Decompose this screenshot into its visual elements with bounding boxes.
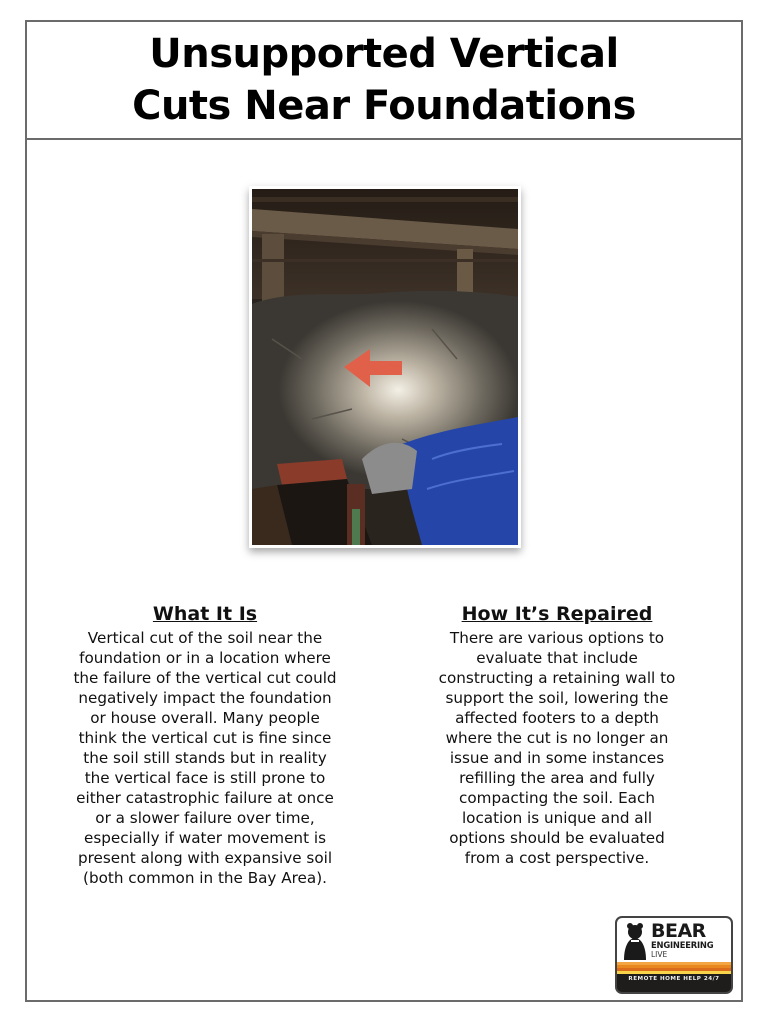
text-line: (both common in the Bay Area). [83, 869, 327, 887]
text-line: or a slower failure over time, [95, 809, 315, 827]
text-line: compacting the soil. Each [459, 789, 655, 807]
text-line: issue and in some instances [449, 749, 665, 767]
logo-tagline: REMOTE HOME HELP 24/7 [628, 976, 720, 982]
text-line: or house overall. Many people [90, 709, 320, 727]
bear-icon [621, 922, 649, 960]
text-line: evaluate that include [476, 649, 638, 667]
bear-engineering-logo [615, 916, 733, 994]
text-line: negatively impact the foundation [78, 689, 332, 707]
text-line: location is unique and all [461, 809, 653, 827]
title-line-2: Cuts Near Foundations [132, 83, 636, 129]
text-line: present along with expansive soil [77, 849, 333, 867]
text-line: either catastrophic failure at once [76, 789, 334, 807]
title-line-1: Unsupported Vertical [149, 31, 619, 77]
logo-word-live: LIVE [651, 950, 668, 959]
text-line: options should be evaluated [449, 829, 665, 847]
what-it-is-section [55, 602, 355, 888]
text-line: where the cut is no longer an [445, 729, 669, 747]
text-line: the vertical face is still prone to [84, 769, 326, 787]
logo-top-panel [617, 918, 731, 962]
text-line: the failure of the vertical cut could [73, 669, 337, 687]
how-repaired-text [406, 628, 708, 868]
text-line: think the vertical cut is fine since [78, 729, 332, 747]
text-line: There are various options to [449, 629, 665, 647]
text-line: affected footers to a depth [455, 709, 659, 727]
how-repaired-section [406, 602, 708, 868]
logo-stripe [617, 971, 731, 974]
text-line: refilling the area and fully [459, 769, 655, 787]
title-box [27, 22, 741, 140]
text-line: constructing a retaining wall to [438, 669, 676, 687]
text-line: especially if water movement is [84, 829, 326, 847]
soil-cut-illustration [252, 189, 518, 545]
logo-stripes [617, 962, 731, 974]
site-photo [249, 186, 521, 548]
what-it-is-text [55, 628, 355, 888]
text-line: from a cost perspective. [464, 849, 650, 867]
how-repaired-heading: How It’s Repaired [461, 603, 653, 625]
text-line: the soil still stands but in reality [83, 749, 327, 767]
text-line: support the soil, lowering the [445, 689, 669, 707]
logo-word-bear: BEAR [651, 920, 706, 942]
text-line: foundation or in a location where [79, 649, 331, 667]
page-title [132, 28, 636, 132]
text-line: Vertical cut of the soil near the [87, 629, 323, 647]
what-it-is-heading: What It Is [152, 603, 258, 625]
logo-word-engineering: ENGINEERING [651, 940, 714, 950]
page-frame [25, 20, 743, 1002]
